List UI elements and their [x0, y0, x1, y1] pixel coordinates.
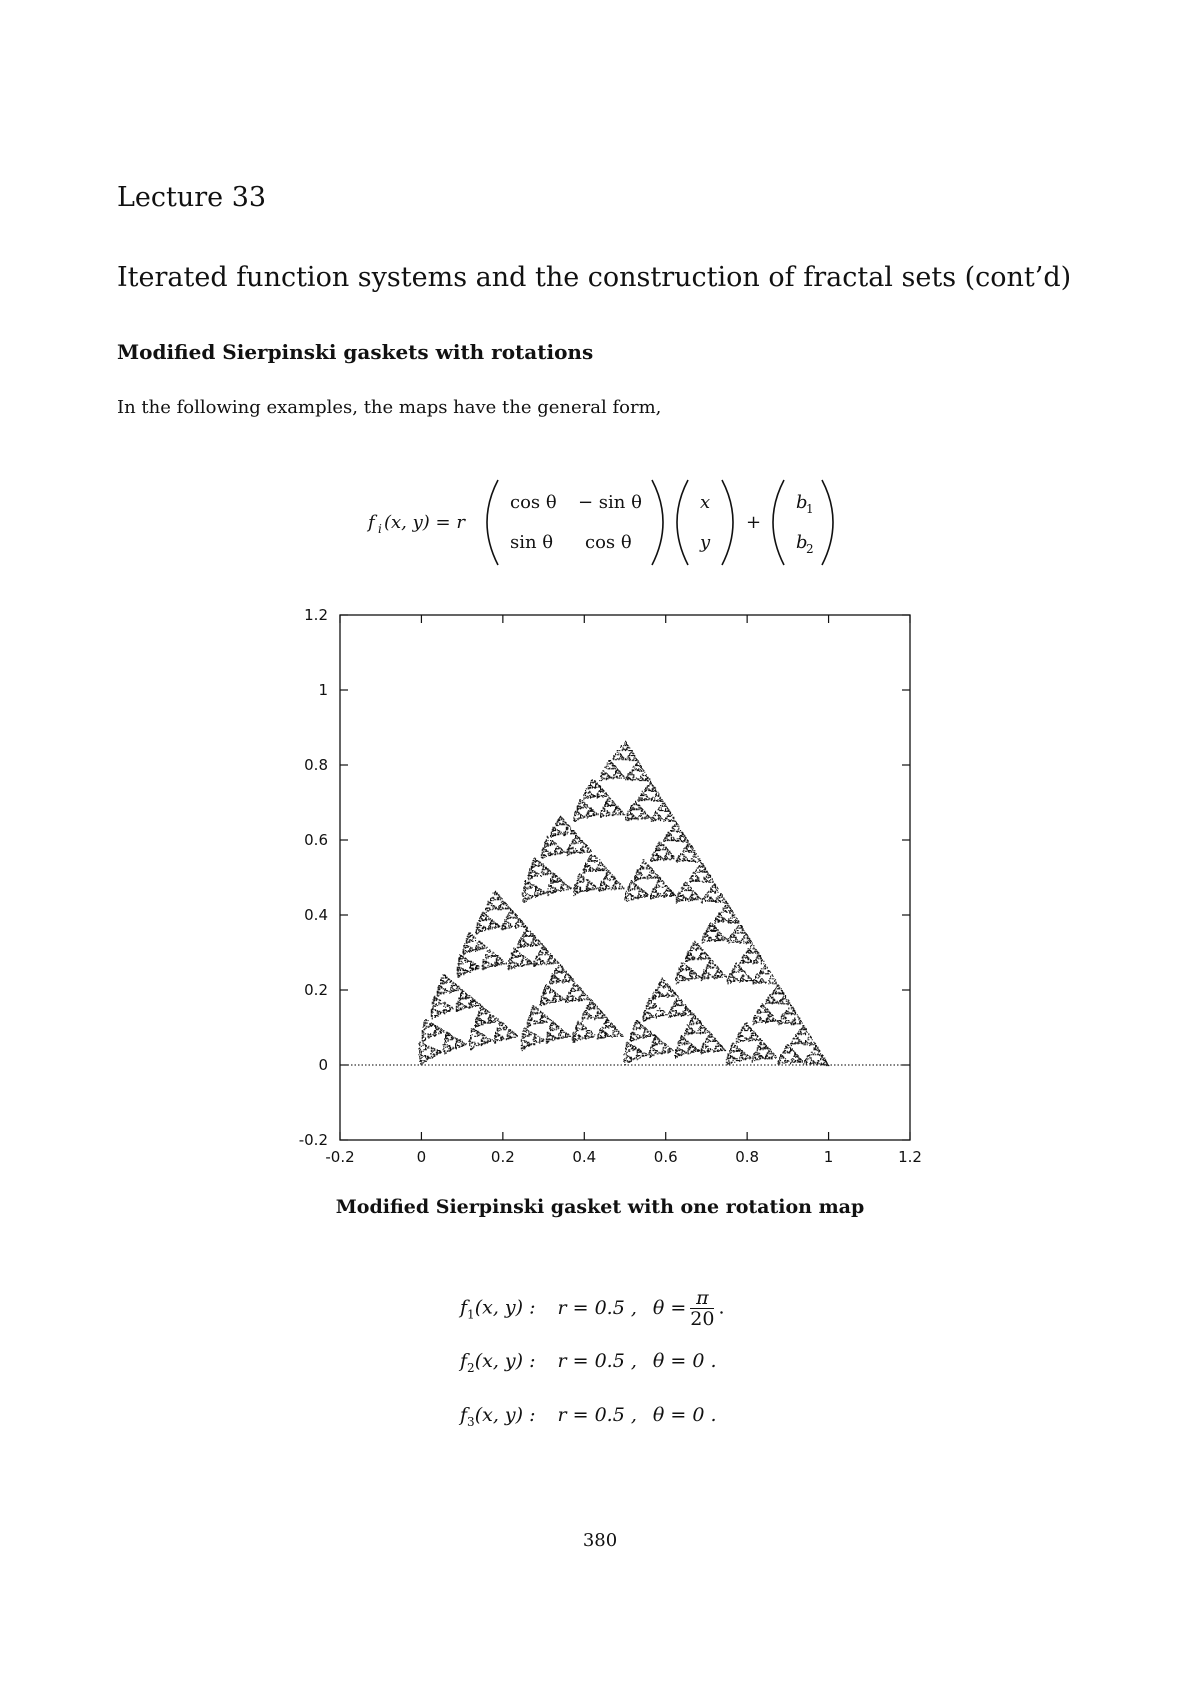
left-paren-icon	[487, 480, 498, 565]
general-formula	[0, 470, 1200, 580]
vector-b1-sub: 1	[806, 502, 814, 516]
x-tick-label: 1.2	[898, 1148, 922, 1165]
section-heading: Modified Sierpinski gaskets with rotations	[117, 340, 594, 364]
figure-caption: Modified Sierpinski gasket with one rotation map	[335, 1196, 865, 1218]
gasket-points	[418, 741, 829, 1066]
map-ratio: r = 0.5 ,	[557, 1404, 637, 1426]
y-tick-label: 0.4	[304, 906, 328, 924]
fraction-numerator: π	[690, 1288, 714, 1309]
left-paren-icon	[677, 480, 688, 565]
right-paren-icon	[652, 480, 663, 565]
map-ratio: r = 0.5 ,	[557, 1296, 637, 1319]
vector-b1: b	[796, 492, 808, 513]
map-args: (x, y) :	[474, 1404, 536, 1426]
left-paren-icon	[773, 480, 784, 565]
vector-y: y	[700, 532, 711, 553]
x-tick-label: 0.4	[572, 1148, 597, 1165]
page-number: 380	[582, 1530, 618, 1551]
map-angle: θ = 0 .	[652, 1350, 717, 1372]
formula-lhs-args: (x, y) = r	[384, 512, 465, 533]
map-ratio: r = 0.5 ,	[557, 1350, 637, 1372]
x-tick-label: 0.2	[490, 1148, 515, 1165]
right-paren-icon	[722, 480, 733, 565]
matrix-m22: cos θ	[585, 532, 632, 553]
intro-paragraph: In the following examples, the maps have the general form,	[117, 397, 662, 418]
formula-plus: +	[746, 512, 762, 533]
plot-tick-labels	[299, 606, 922, 1165]
gasket-point-set	[418, 741, 829, 1066]
x-tick-label: 1	[823, 1148, 834, 1165]
map-parameters-f2	[460, 1350, 716, 1375]
line-end: .	[718, 1296, 725, 1319]
formula-lhs: f	[368, 512, 375, 533]
x-tick-label: 0	[416, 1148, 427, 1165]
y-tick-label: -0.2	[298, 1131, 328, 1149]
x-tick-label: 0.8	[735, 1148, 760, 1165]
fractal-plot	[280, 595, 930, 1165]
y-tick-label: 1	[318, 681, 328, 699]
map-parameters-f3	[460, 1404, 716, 1429]
y-tick-label: 0.8	[304, 756, 328, 774]
matrix-m11: cos θ	[510, 492, 557, 513]
map-function-index: 3	[467, 1414, 475, 1429]
y-tick-label: 1.2	[304, 606, 328, 624]
formula-lhs-sub: i	[378, 522, 382, 536]
matrix-m21: sin θ	[510, 532, 554, 553]
vector-b2-sub: 2	[806, 542, 814, 556]
map-angle: θ =	[652, 1296, 687, 1319]
map-args: (x, y) :	[474, 1350, 536, 1372]
y-tick-label: 0.6	[304, 831, 328, 849]
angle-fraction	[690, 1288, 714, 1329]
y-tick-label: 0	[318, 1056, 328, 1074]
x-tick-label: 0.6	[653, 1148, 678, 1165]
map-parameters-f1	[460, 1288, 725, 1329]
lecture-heading: Lecture 33	[117, 182, 267, 213]
matrix-m12: − sin θ	[578, 492, 642, 513]
vector-x: x	[700, 492, 711, 513]
map-function-name: f	[460, 1404, 468, 1426]
map-function-index: 1	[467, 1307, 475, 1322]
x-tick-label: -0.2	[325, 1148, 355, 1165]
fraction-denominator: 20	[690, 1308, 715, 1330]
vector-b2: b	[796, 532, 808, 553]
map-function-name: f	[460, 1350, 468, 1372]
right-paren-icon	[822, 480, 833, 565]
y-tick-label: 0.2	[304, 981, 328, 999]
map-args: (x, y) :	[474, 1296, 536, 1319]
map-angle: θ = 0 .	[652, 1404, 717, 1426]
map-function-name: f	[460, 1296, 468, 1319]
map-function-index: 2	[467, 1360, 475, 1375]
page-title: Iterated function systems and the construction of fractal sets (cont’d)	[117, 262, 1072, 293]
